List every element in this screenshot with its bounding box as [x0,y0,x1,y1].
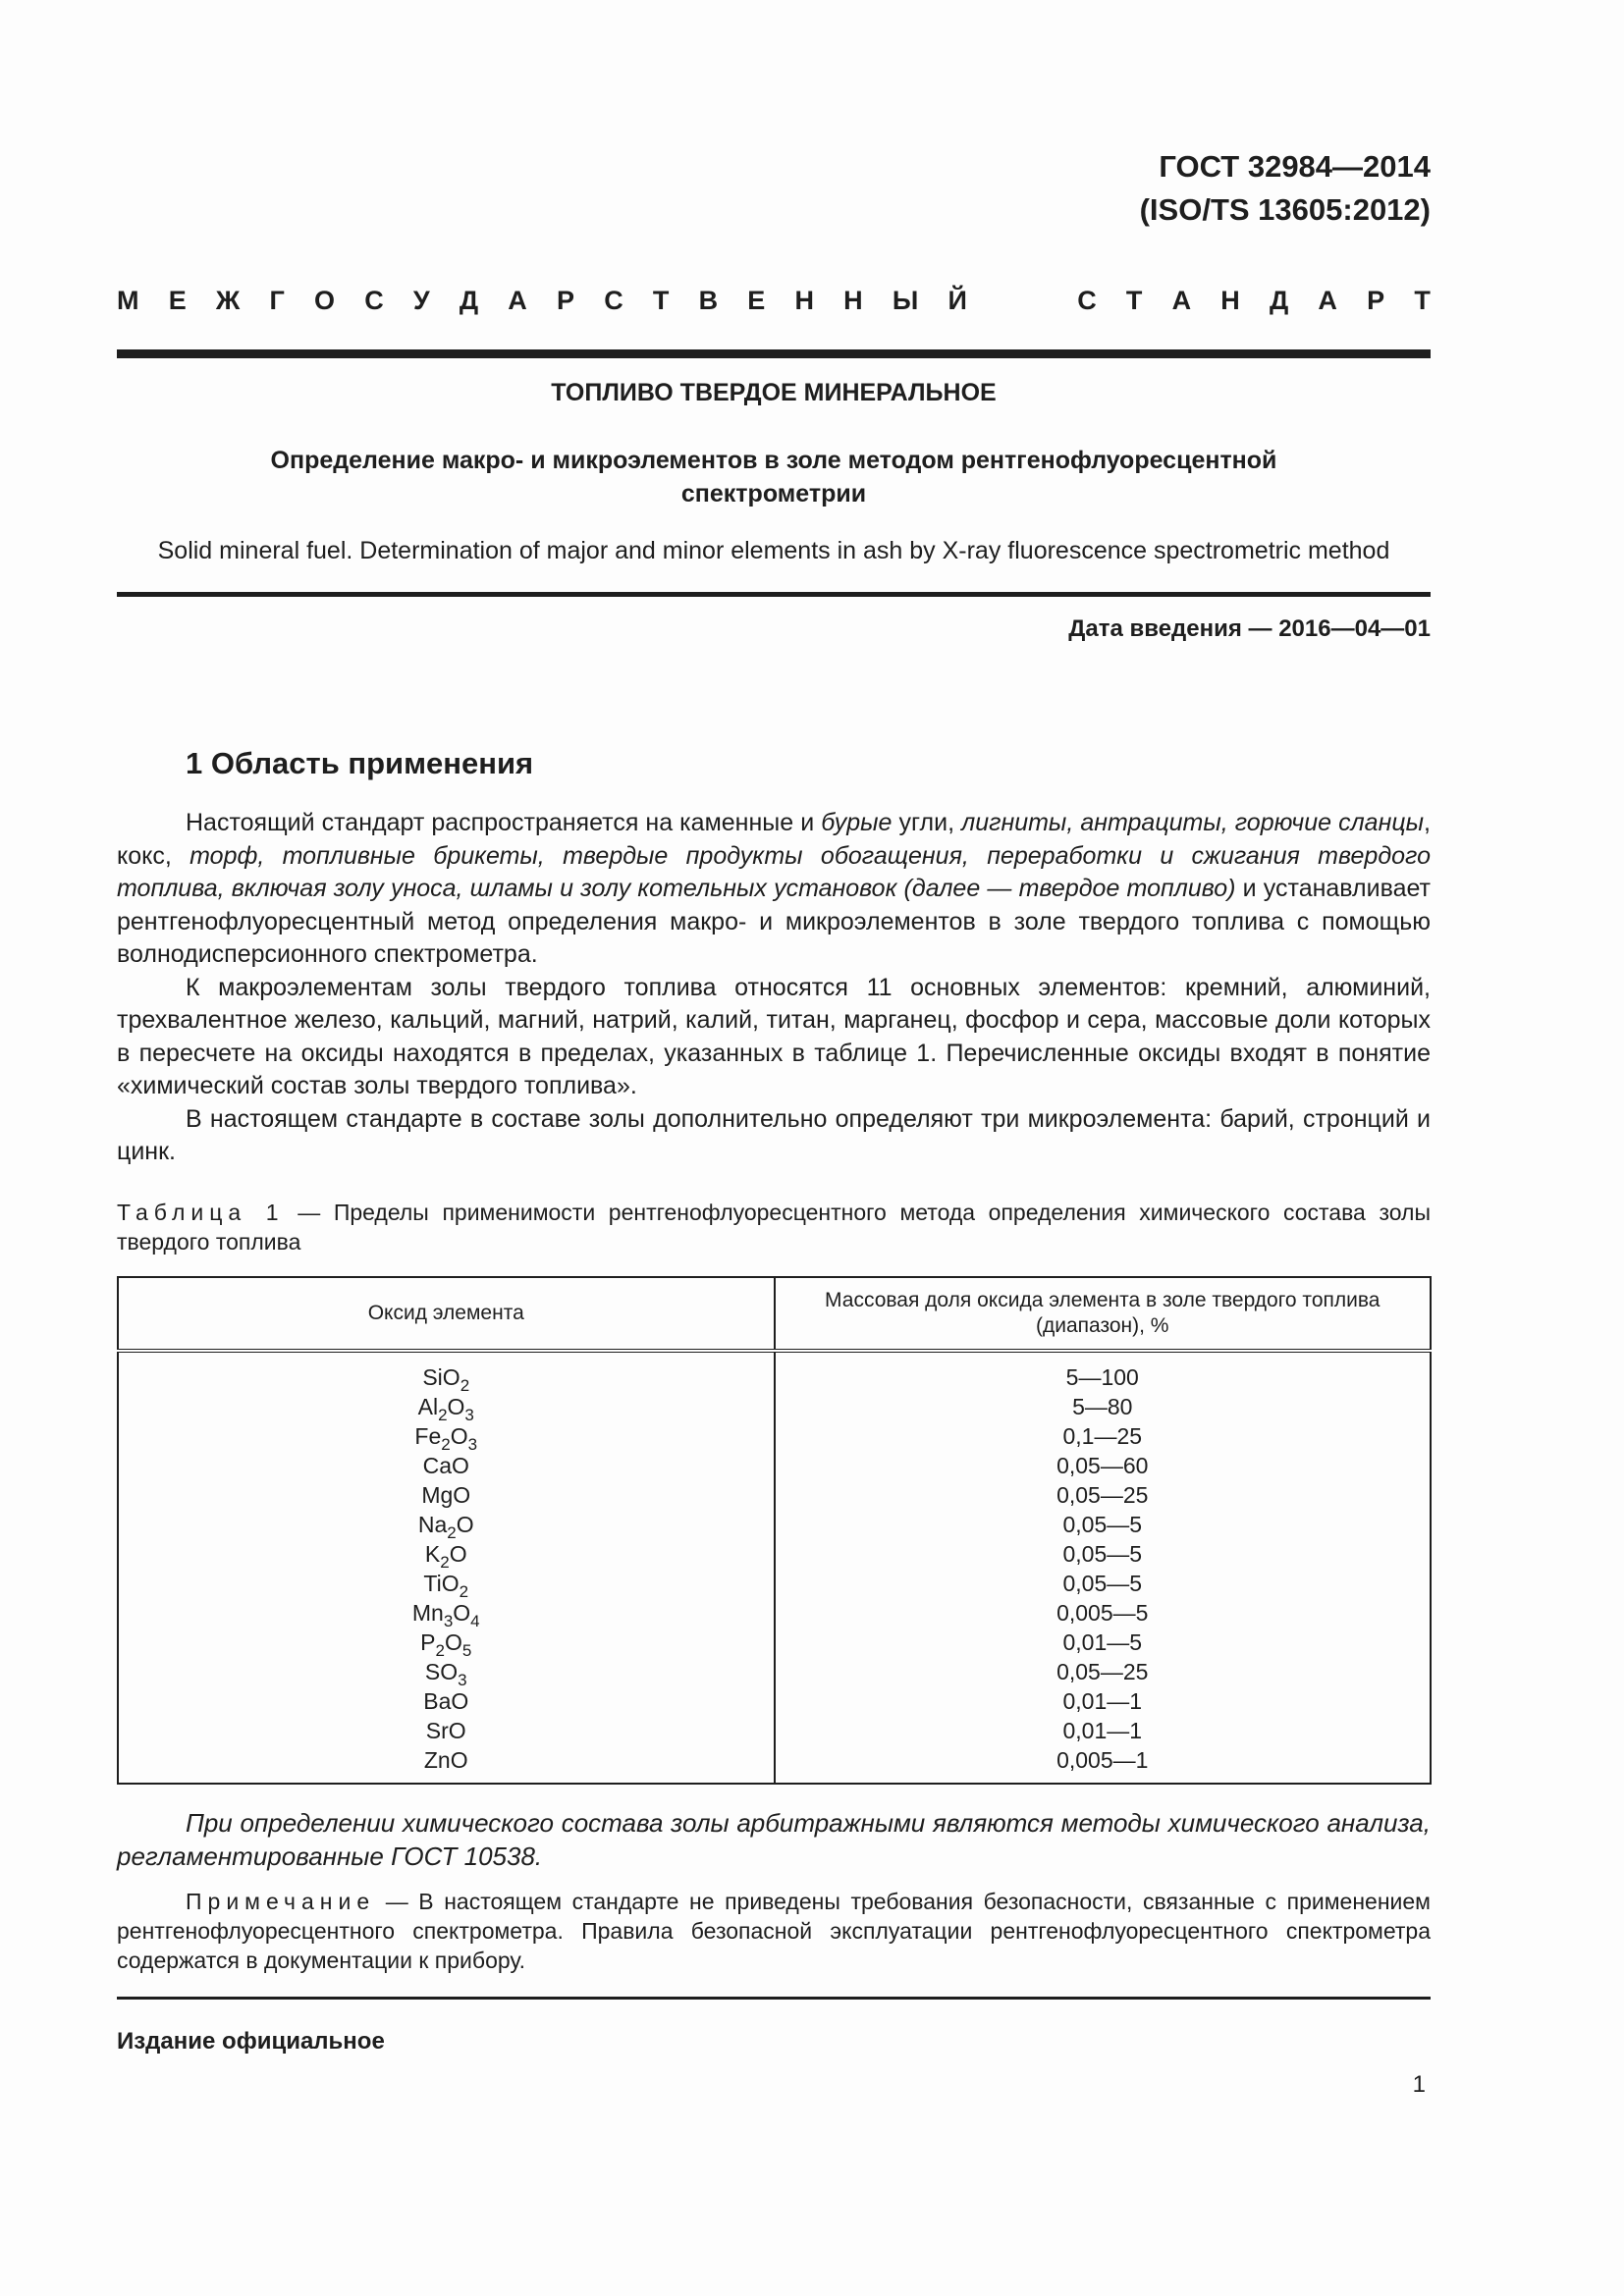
note-label: Примечание [186,1889,376,1914]
top-rule [117,349,1431,358]
standard-code [1140,145,1431,232]
table-row [118,1716,1431,1745]
oxide-cell: $Na_2O$ [118,1510,775,1539]
footer-rule [117,1997,1431,2000]
category-letter: Т [1125,285,1143,315]
oxide-cell: $Fe_2O_3$ [118,1421,775,1451]
oxide-cell: $Al_2O_3$ [118,1392,775,1421]
edition-label: Издание официальное [117,2028,385,2055]
standard-code-line2: (ISO/TS 13605:2012) [1139,192,1431,227]
category-letter: У [412,285,430,315]
oxide-cell: ZnO [118,1745,775,1784]
oxide-cell: $K_2O$ [118,1539,775,1569]
table-row [118,1657,1431,1686]
document-title: ТОПЛИВО ТВЕРДОЕ МИНЕРАЛЬНОЕ [551,379,997,406]
category-letter: Н [843,285,863,315]
category-letter: Й [947,285,967,315]
oxide-cell: TiO$_2$ [118,1569,775,1598]
range-cell: 0,005—5 [775,1598,1432,1628]
category-letter: Н [794,285,814,315]
table-row [118,1745,1431,1784]
table-row [118,1421,1431,1451]
note-text: — В настоящем стандарте не приведены требования безопасности, связанные с применением рентгенофлуоресцентного спектрометра. Правила безопасной эксплуатации рентгенофлуоресцентного спектрометра содержатся в документации к прибору. [117,1889,1431,1973]
range-cell: 0,05—5 [775,1539,1432,1569]
category-letter: С [364,285,384,315]
document-subtitle [117,444,1431,510]
title-rule [117,592,1431,597]
table-caption-label: Таблица 1 [117,1200,285,1225]
subtitle-line2: спектрометрии [680,480,867,507]
paragraph-macroelements: К макроэлементам золы твердого топлива относятся 11 основных элементов: кремний, алюминий, трехвалентное железо, кальций, магний, натрий, калий, титан, марганец, фосфор и сера, массовые доли которых в пересчете на оксиды находятся в пределах, указанных в таблице 1. Перечисленные оксиды входят в понятие «химический состав золы твердого топлива». [117,973,1431,1099]
table-row [118,1351,1431,1392]
oxide-cell: BaO [118,1686,775,1716]
category-letter: Д [459,285,479,315]
oxide-cell: $P_2O_5$ [118,1628,775,1657]
category-letter: С [1077,285,1097,315]
english-title: Solid mineral fuel. Determination of major and minor elements in ash by X-ray fluorescence spectrometric method [157,537,1390,564]
table-row [118,1539,1431,1569]
category-letter: В [698,285,719,315]
category-letter: М [117,285,139,315]
range-cell: 0,005—1 [775,1745,1432,1784]
table-row [118,1628,1431,1657]
category-letter: О [313,285,335,315]
category-letter: Р [1367,285,1385,315]
arbitration-paragraph: При определении химического состава золы арбитражными являются методы химического анализа, регламентированные ГОСТ 10538. [117,1808,1431,1871]
range-cell: 5—100 [775,1351,1432,1392]
table-row [118,1451,1431,1480]
column-header-oxide: Оксид элемента [118,1277,775,1351]
column-header-range: Массовая доля оксида элемента в золе твердого топлива (диапазон), % [775,1277,1432,1351]
category-letter: Р [556,285,574,315]
oxide-cell: $SO_3$ [118,1657,775,1686]
range-cell: 0,1—25 [775,1421,1432,1451]
oxide-cell: SrO [118,1716,775,1745]
section-heading: 1 Область применения [186,746,534,780]
body-text [117,807,1431,1169]
table-row [118,1480,1431,1510]
range-cell: 0,05—60 [775,1451,1432,1480]
category-letter: Ы [892,285,919,315]
category-letter: Е [168,285,187,315]
introduction-date: Дата введения — 2016—04—01 [1068,615,1431,642]
note [117,1887,1431,1975]
category-letter: Н [1220,285,1240,315]
table-row [118,1392,1431,1421]
range-cell: 0,01—5 [775,1628,1432,1657]
oxide-range-table [117,1276,1432,1785]
page-number: 1 [1412,2071,1426,2098]
range-cell: 0,01—1 [775,1686,1432,1716]
table-row [118,1510,1431,1539]
category-letter: А [508,285,527,315]
oxide-cell: $Mn_3O_4$ [118,1598,775,1628]
range-cell: 0,05—5 [775,1569,1432,1598]
table-caption [117,1198,1431,1256]
range-cell: 0,05—25 [775,1657,1432,1686]
category-letter: С [604,285,623,315]
category-letter: Г [269,285,285,315]
category-letter: Е [747,285,766,315]
range-cell: 0,01—1 [775,1716,1432,1745]
oxide-cell: MgO [118,1480,775,1510]
category-letter: Т [1414,285,1431,315]
category-letter: Т [652,285,670,315]
table-row [118,1686,1431,1716]
paragraph-microelements: В настоящем стандарте в составе золы дополнительно определяют три микроэлемента: барий, стронций и цинк. [117,1104,1431,1165]
category-letter: Ж [215,285,241,315]
paragraph-scope: Настоящий стандарт распространяется на каменные и бурые угли, лигниты, антрациты, горючие сланцы, кокс, торф, топливные брикеты, твердые продукты обогащения, переработки и сжигания твердого топлива, включая золу уноса, шламы и золу котельных установок (далее — твердое топливо) и устанавливает рентгенофлуоресцентный метод определения макро- и микроэлементов в золе твердого топлива с помощью волнодисперсионного спектрометра. [117,809,1431,968]
range-cell: 0,05—5 [775,1510,1432,1539]
oxide-cell: CaO [118,1451,775,1480]
standard-code-line1: ГОСТ 32984—2014 [1159,149,1431,184]
oxide-cell: SiO$_2$ [118,1351,775,1392]
category-letter: А [1318,285,1337,315]
table-caption-text: — Пределы применимости рентгенофлуоресцентного метода определения химического состава золы твердого топлива [117,1200,1431,1255]
category-letter: А [1171,285,1192,315]
range-cell: 0,05—25 [775,1480,1432,1510]
subtitle-line1: Определение макро- и микроэлементов в золе методом рентгенофлуоресцентной [270,447,1277,474]
table-row [118,1598,1431,1628]
category-heading [117,281,1431,320]
range-cell: 5—80 [775,1392,1432,1421]
category-letter: Д [1269,285,1289,315]
table-row [118,1569,1431,1598]
